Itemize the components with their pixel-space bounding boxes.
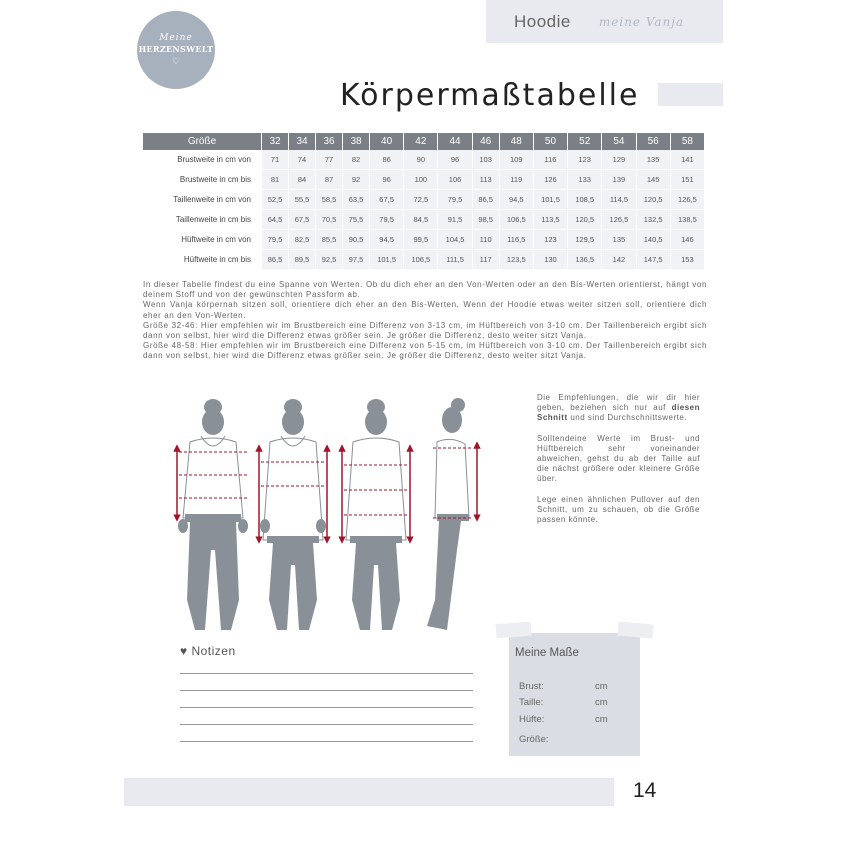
side-p1-post: und sind Durchschnittswerte. — [570, 413, 688, 423]
title-decoration — [658, 83, 723, 106]
table-cell: 58,5 — [316, 190, 343, 210]
table-cell: 136,5 — [568, 250, 602, 270]
table-row — [143, 230, 705, 250]
side-paragraph-1 — [537, 393, 700, 424]
table-cell: 98,5 — [472, 210, 499, 230]
table-cell: 116,5 — [499, 230, 533, 250]
table-cell: 103 — [472, 150, 499, 170]
explanation-text — [143, 280, 707, 362]
table-row — [143, 250, 705, 270]
table-cell: 146 — [670, 230, 704, 250]
page-number: 14 — [633, 779, 657, 802]
table-row — [143, 190, 705, 210]
size-header-38: 38 — [343, 133, 370, 150]
table-cell: 91,5 — [438, 210, 472, 230]
note-line[interactable] — [180, 673, 473, 674]
table-cell: 110 — [472, 230, 499, 250]
table-cell: 84,5 — [404, 210, 438, 230]
size-header-40: 40 — [370, 133, 404, 150]
table-cell: 82 — [343, 150, 370, 170]
table-cell: 96 — [438, 150, 472, 170]
logo-line1: Meine — [159, 33, 193, 43]
table-cell: 151 — [670, 170, 704, 190]
footer-bar — [124, 778, 614, 806]
side-p1-pre: Die Empfehlungen, die wir dir hier geben, beziehen sich nur auf — [537, 393, 700, 413]
table-cell: 87 — [316, 170, 343, 190]
table-cell: 70,5 — [316, 210, 343, 230]
table-cell: 94,5 — [370, 230, 404, 250]
paragraph: In dieser Tabelle findest du eine Spanne von Werten. Ob du dich eher an den Von-Werten oder an den Bis-Werten orientierst, hängt von deinem Stoff und von der gewünschten Passform ab. — [143, 280, 707, 300]
size-table — [143, 133, 705, 270]
table-cell: 71 — [262, 150, 289, 170]
table-cell: 106 — [438, 170, 472, 190]
size-header-52: 52 — [568, 133, 602, 150]
table-cell: 101,5 — [370, 250, 404, 270]
paragraph: Wenn Vanja körpernah sitzen soll, orientiere dich eher an den Bis-Werten. Wenn der Hoodie etwas weiter sitzen soll, orientiere dich eher an den Von-Werten. — [143, 300, 707, 320]
table-row — [143, 170, 705, 190]
tape-left — [496, 622, 532, 638]
header-box — [486, 0, 723, 43]
table-cell: 86,5 — [472, 190, 499, 210]
pattern-name: Hoodie — [514, 11, 571, 31]
figure-front-2 — [259, 399, 327, 630]
note-line[interactable] — [180, 741, 473, 742]
table-cell: 129,5 — [568, 230, 602, 250]
figure-front-1 — [177, 399, 248, 630]
table-cell: 129 — [602, 150, 636, 170]
table-cell: 52,5 — [262, 190, 289, 210]
table-cell: 55,5 — [289, 190, 316, 210]
row-label: Brustweite in cm von — [143, 150, 262, 170]
heart-icon: ♡ — [171, 56, 181, 66]
table-cell: 84 — [289, 170, 316, 190]
size-header-44: 44 — [438, 133, 472, 150]
table-cell: 147,5 — [636, 250, 670, 270]
size-table-header — [143, 133, 705, 150]
table-cell: 135 — [602, 230, 636, 250]
table-cell: 79,5 — [438, 190, 472, 210]
side-paragraph-3: Lege einen ähnlichen Pullover auf den Schnitt, um zu schauen, ob die Größe passen könnte. — [537, 494, 700, 525]
table-cell: 86 — [370, 150, 404, 170]
table-cell: 92,5 — [316, 250, 343, 270]
table-cell: 85,5 — [316, 230, 343, 250]
row-label: Hüftweite in cm bis — [143, 250, 262, 270]
brand-name: meine Vanja — [598, 14, 685, 29]
measure-unit-chest: cm — [595, 681, 608, 692]
logo-line2: HERZENSWELT — [138, 44, 214, 54]
tape-right — [617, 622, 653, 639]
paragraph: Größe 48-58: Hier empfehlen wir im Brustbereich eine Differenz von 5-15 cm, im Hüftbereich von 3-10 cm. Der Taillenbereich ergibt sich dann von selbst, hier wird die Differenz etwas größer sein. Je größer die Differenz, desto weiter sitzt Vanja. — [143, 341, 707, 361]
table-cell: 111,5 — [438, 250, 472, 270]
table-cell: 64,5 — [262, 210, 289, 230]
size-header-46: 46 — [472, 133, 499, 150]
measure-label-chest: Brust: — [519, 681, 544, 692]
table-cell: 99,5 — [404, 230, 438, 250]
table-cell: 132,5 — [636, 210, 670, 230]
table-cell: 120,5 — [568, 210, 602, 230]
measurements-title: Meine Maße — [515, 647, 579, 659]
paragraph: Größe 32-46: Hier empfehlen wir im Brustbereich eine Differenz von 3-13 cm, im Hüftbereich von 3-10 cm. Der Taillenbereich ergibt sich dann von selbst, hier wird die Differenz etwas größer sein. Je größer die Differenz, desto weiter sitzt Vanja. — [143, 320, 707, 341]
table-cell: 75,5 — [343, 210, 370, 230]
table-cell: 135 — [636, 150, 670, 170]
note-line[interactable] — [180, 724, 473, 725]
table-cell: 90 — [404, 150, 438, 170]
table-cell: 90,5 — [343, 230, 370, 250]
table-cell: 67,5 — [289, 210, 316, 230]
measure-label-size: Größe: — [519, 734, 549, 745]
size-header-54: 54 — [602, 133, 636, 150]
measure-unit-hip: cm — [595, 714, 608, 725]
row-label: Hüftweite in cm von — [143, 230, 262, 250]
table-cell: 67,5 — [370, 190, 404, 210]
size-header-48: 48 — [499, 133, 533, 150]
row-label: Brustweite in cm bis — [143, 170, 262, 190]
measure-label-hip: Hüfte: — [519, 714, 545, 725]
table-cell: 89,5 — [289, 250, 316, 270]
size-header-34: 34 — [289, 133, 316, 150]
table-cell: 77 — [316, 150, 343, 170]
row-label: Taillenweite in cm von — [143, 190, 262, 210]
table-cell: 141 — [670, 150, 704, 170]
table-cell: 130 — [533, 250, 567, 270]
table-cell: 79,5 — [370, 210, 404, 230]
measure-unit-waist: cm — [595, 697, 608, 708]
table-cell: 145 — [636, 170, 670, 190]
table-cell: 97,5 — [343, 250, 370, 270]
side-paragraph-2: Solltendeine Werte im Brust- und Hüftbereich sehr voneinander abweichen, gehst du ab der Taille auf die nächst größere oder kleinere Größe über. — [537, 433, 700, 484]
heart-icon: ♥ — [180, 644, 188, 658]
table-cell: 138,5 — [670, 210, 704, 230]
table-cell: 140,5 — [636, 230, 670, 250]
side-notes — [537, 393, 700, 535]
table-cell: 106,5 — [499, 210, 533, 230]
size-header-36: 36 — [316, 133, 343, 150]
table-cell: 123,5 — [499, 250, 533, 270]
size-header-label: Größe — [143, 133, 262, 150]
table-cell: 79,5 — [262, 230, 289, 250]
table-cell: 92 — [343, 170, 370, 190]
table-cell: 116 — [533, 150, 567, 170]
table-cell: 114,5 — [602, 190, 636, 210]
table-cell: 113 — [472, 170, 499, 190]
my-measurements-card — [509, 633, 640, 756]
size-header-42: 42 — [404, 133, 438, 150]
table-cell: 74 — [289, 150, 316, 170]
table-cell: 113,5 — [533, 210, 567, 230]
table-cell: 120,5 — [636, 190, 670, 210]
table-cell: 108,5 — [568, 190, 602, 210]
table-cell: 126,5 — [602, 210, 636, 230]
table-cell: 94,5 — [499, 190, 533, 210]
row-label: Taillenweite in cm bis — [143, 210, 262, 230]
table-cell: 86,5 — [262, 250, 289, 270]
table-cell: 117 — [472, 250, 499, 270]
table-cell: 109 — [499, 150, 533, 170]
table-cell: 123 — [568, 150, 602, 170]
note-line[interactable] — [180, 707, 473, 708]
table-cell: 82,5 — [289, 230, 316, 250]
side-p1-bold: diesen Schnitt — [537, 403, 700, 423]
notes-title — [180, 644, 236, 658]
size-header-32: 32 — [262, 133, 289, 150]
table-cell: 96 — [370, 170, 404, 190]
table-cell: 106,5 — [404, 250, 438, 270]
size-header-58: 58 — [670, 133, 704, 150]
table-cell: 153 — [670, 250, 704, 270]
table-cell: 100 — [404, 170, 438, 190]
figures-illustration — [165, 390, 495, 635]
table-cell: 139 — [602, 170, 636, 190]
size-header-50: 50 — [533, 133, 567, 150]
table-cell: 126,5 — [670, 190, 704, 210]
table-cell: 81 — [262, 170, 289, 190]
table-cell: 72,5 — [404, 190, 438, 210]
table-cell: 123 — [533, 230, 567, 250]
table-row — [143, 150, 705, 170]
size-header-56: 56 — [636, 133, 670, 150]
note-line[interactable] — [180, 690, 473, 691]
table-cell: 63,5 — [343, 190, 370, 210]
table-cell: 104,5 — [438, 230, 472, 250]
table-cell: 101,5 — [533, 190, 567, 210]
figure-side — [427, 398, 477, 630]
page-title: Körpermaßtabelle — [340, 78, 640, 113]
table-row — [143, 210, 705, 230]
figure-front-3 — [342, 399, 410, 630]
table-cell: 133 — [568, 170, 602, 190]
table-cell: 126 — [533, 170, 567, 190]
measure-label-waist: Taille: — [519, 697, 544, 708]
logo — [137, 11, 215, 89]
table-cell: 119 — [499, 170, 533, 190]
table-cell: 142 — [602, 250, 636, 270]
notes-label: Notizen — [191, 644, 236, 658]
